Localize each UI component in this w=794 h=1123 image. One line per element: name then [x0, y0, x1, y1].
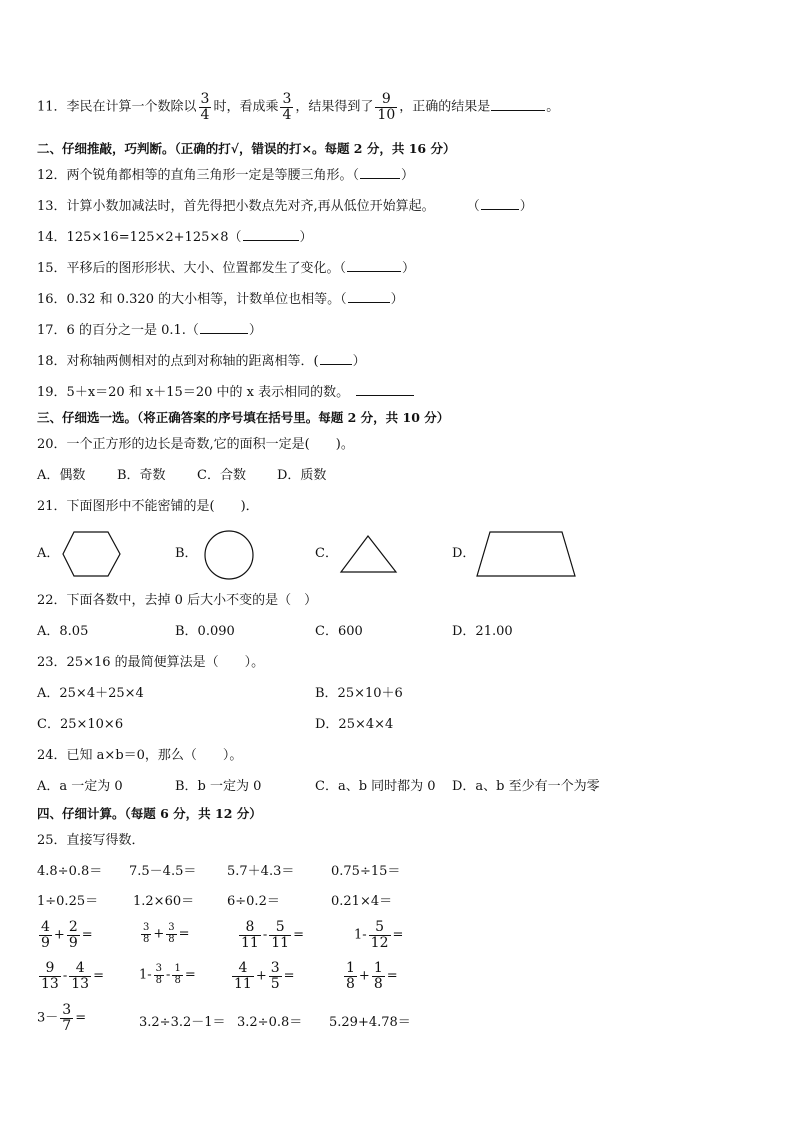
q20-option-b[interactable]: B．奇数 — [117, 468, 166, 483]
question-25: 25．直接写得数． — [37, 833, 145, 848]
calc-item: 5.29+4.78＝ — [329, 1015, 411, 1030]
answer-blank[interactable] — [360, 166, 400, 179]
section-2-heading: 二、仔细推敲，巧判断。（正确的打√，错误的打×。每题 2 分，共 16 分） — [37, 141, 456, 156]
q21-option-a[interactable]: A． — [37, 546, 60, 561]
q20-option-c[interactable]: C．合数 — [197, 468, 246, 483]
fraction-calc: $\frac{8}{11}$ - $\frac{5}{11}$ = — [241, 919, 304, 951]
q22-option-a[interactable]: A．8.05 — [37, 624, 89, 639]
question-14: 14．125×16=125×2+125×8（ ） — [37, 230, 313, 245]
q22-option-d[interactable]: D．21.00 — [452, 624, 513, 639]
triangle-shape — [338, 533, 400, 575]
q23-option-c[interactable]: C．25×10×6 — [37, 717, 124, 732]
answer-blank[interactable] — [347, 259, 401, 272]
fraction-calc: 3－ $\frac{3}{7}$ = — [37, 1002, 87, 1034]
calc-item: 7.5－4.5＝ — [129, 864, 197, 879]
fraction-calc: 1- $\frac{3}{8}$ - $\frac{1}{8}$ = — [139, 963, 196, 986]
section-4-heading: 四、仔细计算。（每题 6 分，共 12 分） — [37, 806, 262, 821]
question-19: 19．5＋x＝20 和 x＋15＝20 中的 x 表示相同的数。 — [37, 383, 415, 402]
trapezoid-shape — [472, 528, 580, 580]
q23-option-d[interactable]: D．25×4×4 — [315, 717, 394, 732]
calc-item: 1.2×60＝ — [133, 894, 195, 909]
question-22: 22．下面各数中，去掉 0 后大小不变的是（ ） — [37, 593, 318, 608]
answer-blank[interactable] — [356, 383, 414, 396]
q20-option-d[interactable]: D．质数 — [277, 468, 327, 483]
calc-item: 3.2÷3.2－1＝ — [139, 1015, 226, 1030]
q21-option-c[interactable]: C． — [315, 546, 338, 561]
question-13: 13．计算小数加减法时，首先得把小数点先对齐,再从低位开始算起。 （ ） — [37, 199, 533, 214]
question-17: 17．6 的百分之一是 0.1.（ ） — [37, 323, 262, 338]
fraction-calc: $\frac{9}{13}$ - $\frac{4}{13}$ = — [41, 960, 104, 992]
fraction: $\frac{3}{4}$ — [200, 91, 210, 123]
section-3-heading: 三、仔细选一选。（将正确答案的序号填在括号里。每题 2 分，共 10 分） — [37, 410, 450, 425]
q23-option-b[interactable]: B．25×10＋6 — [315, 686, 403, 701]
fraction-calc: $\frac{4}{11}$ + $\frac{3}{5}$ = — [234, 960, 295, 992]
answer-blank[interactable] — [491, 98, 545, 111]
q22-option-b[interactable]: B．0.090 — [175, 624, 235, 639]
question-23: 23．25×16 的最简便算法是（ ）。 — [37, 655, 265, 670]
fraction-calc: $\frac{3}{8}$ + $\frac{3}{8}$ = — [143, 922, 190, 945]
q24-option-a[interactable]: A．a 一定为 0 — [37, 779, 123, 794]
calc-item: 4.8÷0.8＝ — [37, 864, 103, 879]
calc-item: 6÷0.2＝ — [227, 894, 280, 909]
q23-option-a[interactable]: A．25×4＋25×4 — [37, 686, 144, 701]
answer-blank[interactable] — [348, 290, 390, 303]
calc-item: 1÷0.25＝ — [37, 894, 99, 909]
fraction: $\frac{9}{10}$ — [377, 91, 396, 123]
calc-item: 0.21×4＝ — [331, 894, 393, 909]
calc-item: 5.7＋4.3＝ — [227, 864, 295, 879]
fraction-calc: $\frac{4}{9}$ + $\frac{2}{9}$ = — [41, 919, 93, 951]
q24-option-b[interactable]: B．b 一定为 0 — [175, 779, 262, 794]
answer-blank[interactable] — [200, 321, 248, 334]
question-18: 18．对称轴两侧相对的点到对称轴的距离相等．( ） — [37, 354, 366, 369]
question-24: 24．已知 a×b＝0，那么（ ）。 — [37, 748, 243, 763]
q11-text: 11．李民在计算一个数除以 — [37, 99, 197, 115]
question-12: 12．两个锐角都相等的直角三角形一定是等腰三角形。（ ） — [37, 168, 415, 183]
q21-option-d[interactable]: D． — [452, 546, 476, 561]
answer-blank[interactable] — [320, 352, 352, 365]
hexagon-shape — [60, 530, 124, 578]
question-21: 21．下面图形中不能密铺的是( )． — [37, 499, 259, 514]
calc-item: 0.75÷15＝ — [331, 864, 401, 879]
q21-option-b[interactable]: B． — [175, 546, 198, 561]
q20-option-a[interactable]: A．偶数 — [37, 468, 86, 483]
fraction-calc: 1- $\frac{5}{12}$ = — [354, 919, 404, 951]
fraction-calc: $\frac{1}{8}$ + $\frac{1}{8}$ = — [346, 960, 398, 992]
fraction: $\frac{3}{4}$ — [282, 91, 292, 123]
answer-blank[interactable] — [243, 228, 299, 241]
question-15: 15．平移后的图形形状、大小、位置都发生了变化。（ ） — [37, 261, 416, 276]
q24-option-c[interactable]: C．a、b 同时都为 0 — [315, 779, 436, 794]
question-16: 16．0.32 和 0.320 的大小相等，计数单位也相等。（ ） — [37, 292, 404, 307]
answer-blank[interactable] — [481, 197, 519, 210]
question-11: 11．李民在计算一个数除以 $\frac{3}{4}$ 时，看成乘 $\frac{3}{4}$ ，结果得到了 $\frac{9}{10}$ ，正确的结果是 。 — [37, 91, 560, 123]
q22-option-c[interactable]: C．600 — [315, 624, 363, 639]
q24-option-d[interactable]: D．a、b 至少有一个为零 — [452, 779, 600, 794]
circle-shape — [202, 528, 258, 584]
calc-item: 3.2÷0.8＝ — [237, 1015, 303, 1030]
question-20: 20．一个正方形的边长是奇数,它的面积一定是( )。 — [37, 437, 354, 452]
